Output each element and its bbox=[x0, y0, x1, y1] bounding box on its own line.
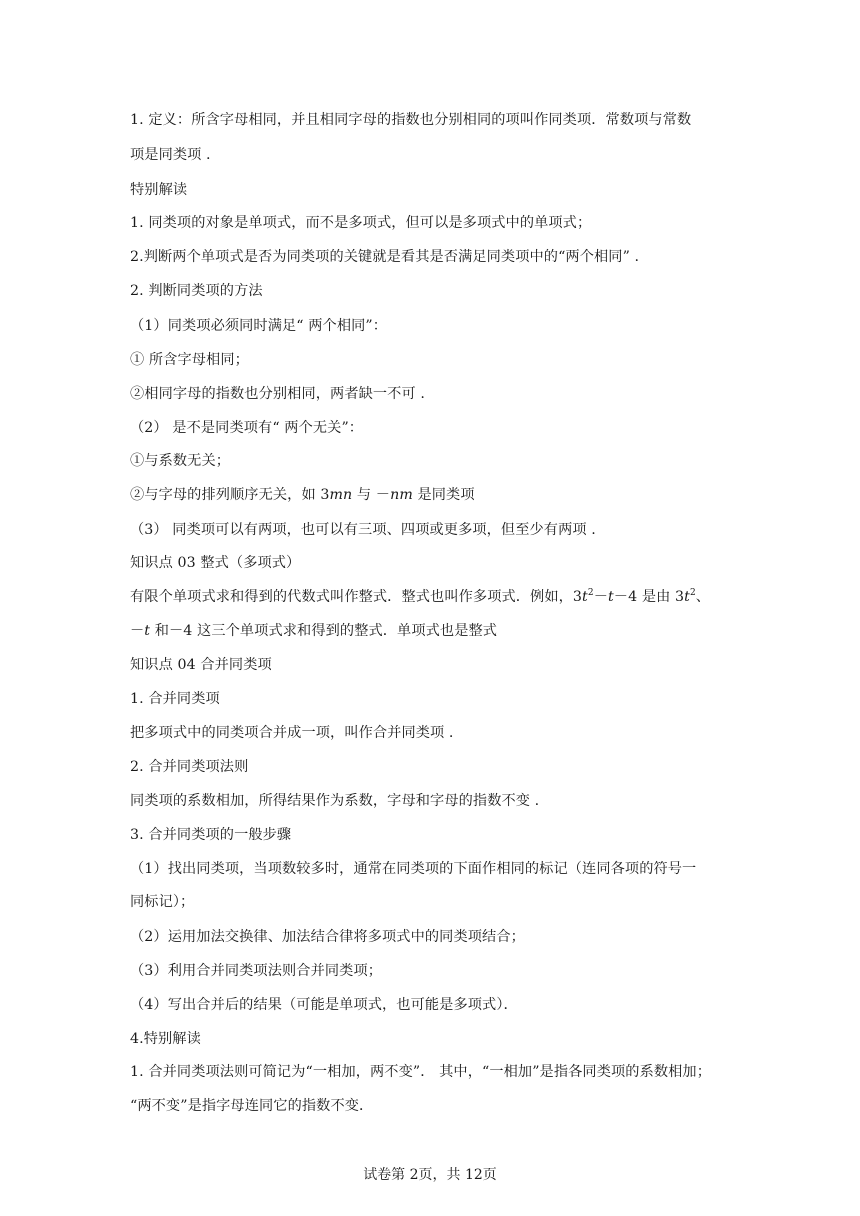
text-line: 1. 定义：所含字母相同，并且相同字母的指数也分别相同的项叫作同类项．常数项与常数 bbox=[130, 112, 692, 128]
text-line: 1. 合并同类项法则可简记为“一相加，两不变”． 其中，“一相加”是指各同类项的系数相加； bbox=[130, 1064, 712, 1080]
text-segment: －4 是由 3 bbox=[613, 589, 685, 605]
math-variable: mn bbox=[329, 487, 353, 503]
text-line: （4）写出合并后的结果（可能是单项式，也可能是多项式）． bbox=[130, 997, 518, 1013]
text-segment: － bbox=[130, 623, 145, 639]
text-line: （3）利用合并同类项法则合并同类项； bbox=[130, 963, 383, 979]
math-variable: t bbox=[144, 623, 151, 639]
page-footer: 试卷第 2页，共 12页 bbox=[363, 1167, 497, 1183]
text-segment: 是同类项 bbox=[412, 487, 475, 503]
section-heading: 4.特别解读 bbox=[130, 1031, 201, 1047]
text-line: 2.判断两个单项式是否为同类项的关键就是看其是否满足同类项中的“两个相同” . bbox=[130, 249, 640, 265]
text-line: 同类项的系数相加，所得结果作为系数，字母和字母的指数不变 . bbox=[130, 793, 540, 809]
text-line-math bbox=[130, 587, 740, 607]
text-segment: 和－4 这三个单项式求和得到的整式．单项式也是整式 bbox=[150, 623, 498, 639]
text-segment: 、 bbox=[695, 589, 711, 605]
section-heading: 1. 合并同类项 bbox=[130, 691, 220, 707]
section-heading: 3. 合并同类项的一般步骤 bbox=[130, 827, 292, 843]
text-line: 把多项式中的同类项合并成一项，叫作合并同类项 . bbox=[130, 725, 454, 741]
section-heading: 2. 判断同类项的方法 bbox=[130, 283, 263, 299]
math-variable: nm bbox=[390, 487, 413, 503]
section-heading: 知识点 03 整式（多项式） bbox=[130, 555, 301, 571]
section-heading: 知识点 04 合并同类项 bbox=[130, 657, 272, 673]
math-variable: t bbox=[684, 589, 690, 605]
text-line: （2）运用加法交换律、加法结合律将多项式中的同类项结合； bbox=[130, 929, 525, 945]
text-line: 项是同类项 . bbox=[130, 147, 211, 163]
text-line: “两不变”是指字母连同它的指数不变． bbox=[130, 1098, 374, 1114]
text-line: （1）同类项必须同时满足“ 两个相同”： bbox=[130, 318, 388, 334]
text-line: 同标记）； bbox=[130, 894, 195, 910]
text-line-math bbox=[130, 621, 740, 641]
math-variable: t bbox=[582, 589, 588, 605]
text-segment: 与 － bbox=[352, 487, 391, 503]
math-exponent: 2 bbox=[587, 588, 594, 598]
text-line: （1）找出同类项，当项数较多时，通常在同类项的下面作相同的标记（连同各项的符号一 bbox=[130, 861, 697, 877]
text-line: ②相同字母的指数也分别相同，两者缺一不可 . bbox=[130, 386, 425, 402]
text-line-math bbox=[130, 485, 740, 505]
text-line: （3） 同类项可以有两项，也可以有三项、四项或更多项，但至少有两项 . bbox=[130, 522, 596, 538]
section-heading: 2. 合并同类项法则 bbox=[130, 759, 249, 775]
math-exponent: 2 bbox=[689, 588, 696, 598]
text-segment: 有限个单项式求和得到的代数式叫作整式．整式也叫作多项式．例如，3 bbox=[130, 589, 583, 605]
text-line: ①与系数无关； bbox=[130, 453, 231, 469]
math-variable: t bbox=[607, 589, 614, 605]
text-segment: ②与字母的排列顺序无关，如 3 bbox=[130, 487, 330, 503]
text-line: ① 所含字母相同； bbox=[130, 352, 249, 368]
text-segment: － bbox=[593, 589, 608, 605]
section-heading: 特别解读 bbox=[130, 182, 188, 198]
text-line: 1. 同类项的对象是单项式，而不是多项式，但可以是多项式中的单项式； bbox=[130, 215, 592, 231]
text-line: （2） 是不是同类项有“ 两个无关”： bbox=[130, 420, 364, 436]
